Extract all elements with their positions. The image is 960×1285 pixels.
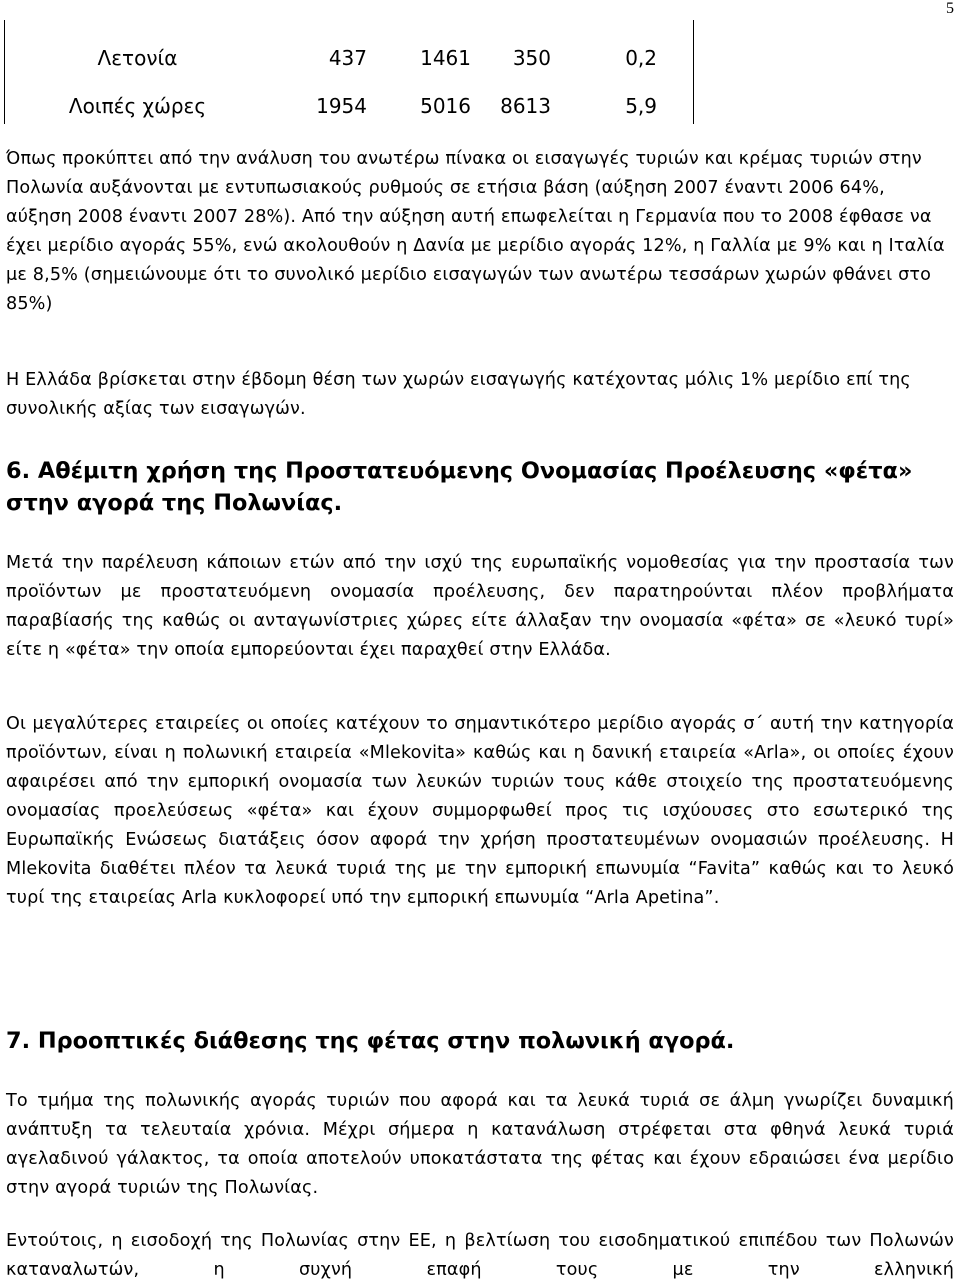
table-cell: 437 xyxy=(328,46,367,70)
table-row xyxy=(5,86,693,126)
section-heading-6: 6. Αθέμιτη χρήση της Προστατευόμενης Ονομασίας Προέλευσης «φέτα» στην αγορά της Πολωνίας. xyxy=(6,458,913,516)
import-table xyxy=(4,20,694,124)
paragraph-pdo-protection: Μετά την παρέλευση κάποιων ετών από την ισχύ της ευρωπαϊκής νομοθεσίας για την προστασία των προϊόντων με προστατευόμενη ονομασία προέλευσης, δεν παρατηρούνται πλέον προβλήματα παραβίασής της καθώς οι ανταγωνίστριες χώρες είτε άλλαξαν την ονομασία «φέτα» σε «λευκό τυρί» είτε η «φέτα» την οποία εμπορεύονται έχει παραχθεί στην Ελλάδα. xyxy=(6,553,954,660)
table-row xyxy=(5,38,693,78)
paragraph-companies: Οι μεγαλύτερες εταιρείες οι οποίες κατέχουν το σημαντικότερο μερίδιο αγοράς σ΄ αυτή την κατηγορία προϊόντων, είναι η πολωνική εταιρεία «Mlekovita» καθώς και η δανική εταιρεία «Arla», οι οποίες έχουν αφαιρέσει από την εμπορική ονομασία των λευκών τυριών τους κάθε στοιχείο της προστατευόμενης ονομασίας προελεύσεως «φέτα» και έχουν συμμορφωθεί προς τις ισχύουσες στο εσωτερικό της Ευρωπαϊκής Ενώσεως διατάξεις όσον αφορά την χρήση προστατευμένων ονομασιών προέλευσης. Η Mlekovita διαθέτει πλέον τα λευκά τυριά της με την εμπορική επωνυμία “Favita” καθώς και το λευκό τυρί της εταιρείας Arla κυκλοφορεί υπό την εμπορική επωνυμία “Arla Apetina”. xyxy=(6,714,954,908)
paragraph-import-analysis: Όπως προκύπτει από την ανάλυση του ανωτέρω πίνακα οι εισαγωγές τυριών και κρέμας τυριών στην Πολωνία αυξάνονται με εντυπωσιακούς ρυθμούς σε ετήσια βάση (αύξηση 2007 έναντι 2006 64%, αύξηση 2008 έναντι 2007 28%). Από την αύξηση αυτή επωφελείται η Γερμανία που το 2008 έφθασε να έχει μερίδιο αγοράς 55%, ενώ ακολουθούν η Δανία με μερίδιο αγοράς 12%, η Γαλλία με 9% και η Ιταλία με 8,5% (σημειώνουμε ότι το συνολικό μερίδιο εισαγωγών των ανωτέρω τεσσάρων χωρών φθάνει στο 85%) xyxy=(6,149,945,314)
page-number: 5 xyxy=(946,0,954,17)
table-cell: 5,9 xyxy=(625,94,657,118)
paragraph-market-prospects: Το τμήμα της πολωνικής αγοράς τυριών που αφορά και τα λευκά τυριά σε άλμη γνωρίζει δυναμική ανάπτυξη τα τελευταία χρόνια. Μέχρι σήμερα η κατανάλωση στρέφεται στα φθηνά λευκά τυριά αγελαδινού γάλακτος, τα οποία αποτελούν υποκατάστατα της φέτας και έχουν εδραιώσει ένα μερίδιο στην αγορά τυριών της Πολωνίας. xyxy=(6,1091,954,1198)
table-cell: 0,2 xyxy=(625,46,657,70)
table-cell: 8613 xyxy=(500,94,551,118)
table-cell: 350 xyxy=(512,46,551,70)
table-cell-country: Λοιπές χώρες xyxy=(68,94,207,118)
paragraph-greece-position: Η Ελλάδα βρίσκεται στην έβδομη θέση των χωρών εισαγωγής κατέχοντας μόλις 1% μερίδιο επί της συνολικής αξίας των εισαγωγών. xyxy=(6,370,911,419)
section-heading-7: 7. Προοπτικές διάθεσης της φέτας στην πολωνική αγορά. xyxy=(6,1028,735,1054)
table-cell: 1461 xyxy=(420,46,471,70)
paragraph-poland-eu: Εντούτοις, η εισοδοχή της Πολωνίας στην ΕΕ, η βελτίωση του εισοδηματικού επιπέδου των Πολωνών καταναλωτών, η συχνή επαφή τους με την ελληνική xyxy=(6,1231,954,1280)
table-cell-country: Λετονία xyxy=(97,46,178,70)
table-cell: 5016 xyxy=(420,94,471,118)
table-cell: 1954 xyxy=(316,94,367,118)
